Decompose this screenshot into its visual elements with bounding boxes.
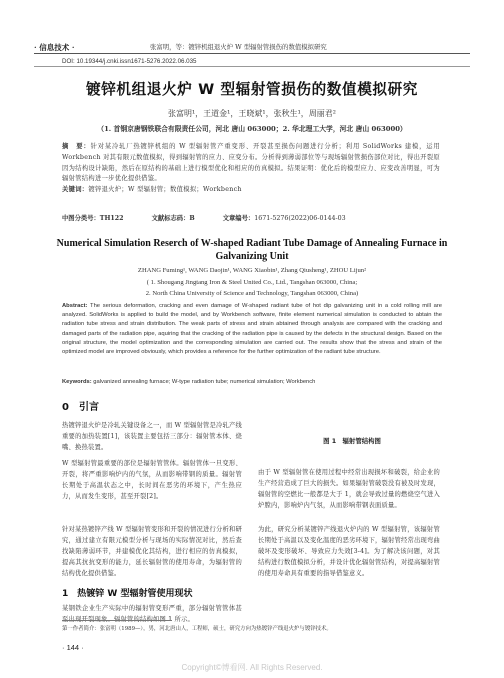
affiliation-chinese: （1. 首钢京唐钢铁联合有限责任公司，河北 唐山 063000；2. 华北理工大学，河北 唐山 063000） xyxy=(97,125,407,133)
doc-label: 文献标志码： xyxy=(151,215,190,222)
clc-value: TH122 xyxy=(99,215,124,222)
keywords-label: 关键词： xyxy=(62,186,89,194)
abstract-chinese xyxy=(62,142,440,196)
abstract-en-text: The serious deformation, cracking and even damage of W-shaped radiant tube of hot dip galvanizing unit in a cold rolling mill are analyzed. SolidWorks is applied to build the model, and by Workbench software, finite element numerical simulation is conducted to abtain the radiation tube stress and strain distribution. The weak parts of stress and strain abtained through analysis are compared with the cracking and damaged parts of the radiation pipe, aquiring that the cracking of the radiation pipe is caused by the defects in the structural design. Based on the original structure, the model optimization and the corresponding simulation are carried out. The results show that the stress and strain of the optimized model are improved obviously, which provides a reference for the further optimization of the radiant tube structure. xyxy=(62,303,442,356)
keywords-en-text: galvanized annealing furnace; W-type radiation tube; numerical simulation; Workbench xyxy=(93,379,316,385)
doc-value: B xyxy=(189,215,195,222)
section-heading-intro: 0 引言 xyxy=(62,402,99,413)
footnote-rule xyxy=(62,620,172,621)
header-rule xyxy=(34,53,470,54)
affiliation-english-2: 2. North China University of Science and Technology, Tangshan 063000, China) xyxy=(145,289,359,297)
classification-line xyxy=(62,213,398,222)
section-heading-1: 1 热镀锌 W 型辐射管使用现状 xyxy=(62,589,193,599)
article-value: 1671-5276(2022)06-0144-03 xyxy=(254,215,346,222)
intro-paragraph-1: 热镀锌退火炉是冷轧关键设备之一，而 W 型辐射管是冷轧产线重要的加热装置[1]，该装置主要包括三部分：辐射管本体、烧嘴、换热装置。 xyxy=(62,422,242,451)
abstract-label: 摘 要： xyxy=(62,143,91,150)
intro-paragraph-3: 针对某热镀锌产线 W 型辐射管变形和开裂的情况进行分析和研究，通过建立有限元模型分析与现场的实际情况对比，然后查找缺陷薄弱环节，并建模优化其结构，进行相应的仿真模拟，提高其抗抗变形的能力，延长辐射管的使用寿命，为辐射管的结构优化提供借鉴。 xyxy=(62,526,242,577)
page-number: · 144 · xyxy=(62,643,84,652)
title-chinese: 镀锌机组退火炉 W 型辐射管损伤的数值模拟研究 xyxy=(86,81,418,98)
section1-paragraph-1: 某钢铁企业生产实际中的辐射管变形严重，部分辐射管管体甚至出现开裂现象。辐射管的结构如图 1 所示。 xyxy=(62,605,242,623)
doi-rule xyxy=(34,66,470,67)
figure-1-caption: 图 1 辐射管结构图 xyxy=(323,437,381,445)
authors-english: ZHANG Fuming¹, WANG Daojin¹, WANG Xiaobin¹, Zhang Qiusheng¹, ZHOU Lijun² xyxy=(137,267,367,274)
footnote: 第一作者简介：张富明（1989—），男，河北唐山人，工程师，硕士，研究方向为热镀锌产线退火炉与镀锌技术。 xyxy=(62,626,332,632)
abstract-english xyxy=(62,302,442,357)
affiliation-english xyxy=(34,278,470,299)
title-english: Numerical Simulation Reserch of W-shaped Radiant Tube Damage of Annealing Furnace in Galvanizing Unit xyxy=(56,238,448,262)
running-header: 张富明，等：镀锌机组退火炉 W 型辐射管损伤的数值模拟研究 xyxy=(150,43,327,51)
copyright-watermark: Copyright©博看网. All Rights Reserved. xyxy=(181,663,323,672)
clc-label: 中图分类号： xyxy=(62,215,100,222)
abstract-text: 针对某冷轧厂热镀锌机组的 W 型辐射管产重变形、开裂甚至损伤问题进行分析；利用 SolidWorks 建模，运用 Workbench 对其有限元数值模拟，得到辐射管的应力、应变分布。分析得到薄弱部位等与现场辐射管损伤部位对比，得出开裂原因为结构设计缺陷，然后在原结构的基础上进行模型优化和相应的仿真模拟。结果证明：优化后的模型应力、应变改善明显，可为辐射管结构进一步优化提供借鉴。 xyxy=(62,143,440,183)
keywords-english xyxy=(62,379,315,385)
keywords-en-label: Keywords: xyxy=(62,379,92,385)
intro-paragraph-2: W 型辐射管最重要的部位是辐射管管体。辐射管体一旦变形、开裂，将严重影响炉内的气氛，从而影响带钢的质量。辐射管长期处于高温状态之中，长时间在恶劣的环境下，产生热应力，从而发生变形，甚至开裂[2]。 xyxy=(62,460,242,500)
header-section-label: · 信息技术 · xyxy=(34,43,75,52)
article-label: 文章编号： xyxy=(222,215,255,222)
right-paragraph-1: 由于 W 型辐射管在使用过程中经常出现损坏和破裂，给企业的生产经营造成了巨大的损失。如果辐射管破裂没有被及时发现，辐射管的空燃比一般都是大于 1，就会导致过量的燃烧空气进入炉膛内，影响炉内气氛，从而影响带钢表面质量。 xyxy=(258,469,440,509)
abstract-en-label: Abstract: xyxy=(62,303,88,309)
authors-chinese: 张富明¹，王道金¹，王晓斌¹，张秋生¹，周丽君² xyxy=(167,109,337,118)
doi-line: DOI: 10.19344/j.cnki.issn1671-5276.2022.06.035 xyxy=(62,58,197,65)
affiliation-english-1: ( 1. Shougang Jingtang Iron & Steel United Co., Ltd., Tangshan 063000, China; xyxy=(146,279,358,286)
right-paragraph-2: 为此，研究分析某镀锌产线退火炉内的 W 型辐射管，该辐射管长期处于高温以及变化温度的恶劣环境下，辐射管经常出现弯曲破坏及变形破坏、导致应力失效[3-4]。为了解决该问题，对其结构进行数值模拟分析，并设计优化辐射管结构，对提高辐射管的使用寿命具有重要的指导借鉴意义。 xyxy=(258,526,440,577)
keywords-text: 镀锌退火炉；W 型辐射管；数值模拟；Workbench xyxy=(88,186,242,194)
